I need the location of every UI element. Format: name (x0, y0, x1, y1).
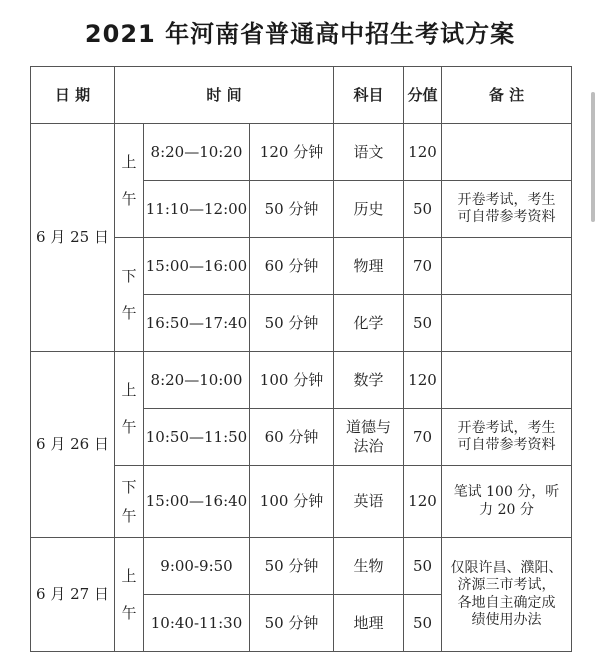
time-cell: 8:20—10:00 (144, 352, 250, 409)
table-row (31, 352, 572, 409)
period-am (115, 538, 144, 652)
note-line: 开卷考试，考生 (457, 419, 556, 436)
remark-cell (442, 466, 572, 538)
exam-schedule-table (30, 66, 572, 652)
note-line: 可自带参考资料 (457, 209, 556, 225)
score-cell: 120 (404, 466, 442, 538)
duration-cell: 50 分钟 (250, 538, 334, 595)
page-title: 2021 年河南省普通高中招生考试方案 (84, 20, 516, 48)
period-char: 午 (121, 303, 137, 322)
period-char: 上 (121, 152, 137, 171)
note-line: 开卷考试，考生 (457, 191, 556, 208)
date-cell: 6 月 26 日 (31, 352, 115, 538)
note-line: 各地自主确定成 (457, 594, 556, 611)
note-line: 绩使用办法 (471, 612, 542, 628)
note-line: 济源三市考试， (457, 577, 556, 593)
time-cell: 9:00-9:50 (144, 538, 250, 595)
duration-cell: 60 分钟 (250, 238, 334, 295)
date-cell: 6 月 25 日 (31, 124, 115, 352)
duration-cell: 50 分钟 (250, 295, 334, 352)
header-time: 时 间 (115, 67, 334, 124)
time-cell: 8:20—10:20 (144, 124, 250, 181)
score-cell: 120 (404, 124, 442, 181)
time-cell: 16:50—17:40 (144, 295, 250, 352)
period-char: 下 (121, 266, 137, 285)
table-row (31, 124, 572, 181)
period-am (115, 352, 144, 466)
subject-cell: 地理 (334, 595, 404, 652)
duration-cell: 50 分钟 (250, 181, 334, 238)
subject-line: 道德与 (345, 418, 391, 437)
time-cell: 15:00—16:40 (144, 466, 250, 538)
score-cell: 70 (404, 238, 442, 295)
score-cell: 50 (404, 181, 442, 238)
score-cell: 50 (404, 295, 442, 352)
time-cell: 10:50—11:50 (144, 409, 250, 466)
header-row (31, 67, 572, 124)
period-char: 午 (121, 189, 137, 208)
subject-cell: 数学 (334, 352, 404, 409)
period-char: 午 (121, 603, 137, 622)
period-char: 下 (121, 477, 137, 496)
period-char: 午 (121, 506, 137, 525)
note-line: 笔试 100 分，听 (453, 484, 560, 500)
remark-cell (442, 295, 572, 352)
remark-cell (442, 238, 572, 295)
note-line: 仅限许昌、濮阳、 (450, 559, 563, 576)
time-cell: 11:10—12:00 (144, 181, 250, 238)
subject-cell: 生物 (334, 538, 404, 595)
time-cell: 10:40-11:30 (144, 595, 250, 652)
header-remark: 备 注 (442, 67, 572, 124)
header-subject: 科目 (334, 67, 404, 124)
subject-cell (334, 409, 404, 466)
duration-cell: 60 分钟 (250, 409, 334, 466)
scrollbar[interactable] (591, 92, 595, 222)
remark-cell (442, 352, 572, 409)
remark-cell (442, 124, 572, 181)
subject-cell: 物理 (334, 238, 404, 295)
note-line: 可自带参考资料 (457, 437, 556, 453)
time-cell: 15:00—16:00 (144, 238, 250, 295)
duration-cell: 100 分钟 (250, 466, 334, 538)
duration-cell: 50 分钟 (250, 595, 334, 652)
remark-cell (442, 409, 572, 466)
remark-cell (442, 538, 572, 652)
subject-cell: 语文 (334, 124, 404, 181)
score-cell: 70 (404, 409, 442, 466)
period-pm (115, 238, 144, 352)
header-score: 分值 (404, 67, 442, 124)
note-line: 力 20 分 (479, 501, 534, 518)
duration-cell: 100 分钟 (250, 352, 334, 409)
score-cell: 120 (404, 352, 442, 409)
subject-cell: 历史 (334, 181, 404, 238)
period-char: 上 (121, 380, 137, 399)
subject-cell: 化学 (334, 295, 404, 352)
score-cell: 50 (404, 595, 442, 652)
duration-cell: 120 分钟 (250, 124, 334, 181)
header-date: 日 期 (31, 67, 115, 124)
score-cell: 50 (404, 538, 442, 595)
subject-line: 法治 (353, 437, 384, 455)
period-char: 上 (121, 566, 137, 585)
table-row (31, 538, 572, 595)
period-pm (115, 466, 144, 538)
period-am (115, 124, 144, 238)
subject-cell: 英语 (334, 466, 404, 538)
remark-cell (442, 181, 572, 238)
period-char: 午 (121, 417, 137, 436)
date-cell: 6 月 27 日 (31, 538, 115, 652)
